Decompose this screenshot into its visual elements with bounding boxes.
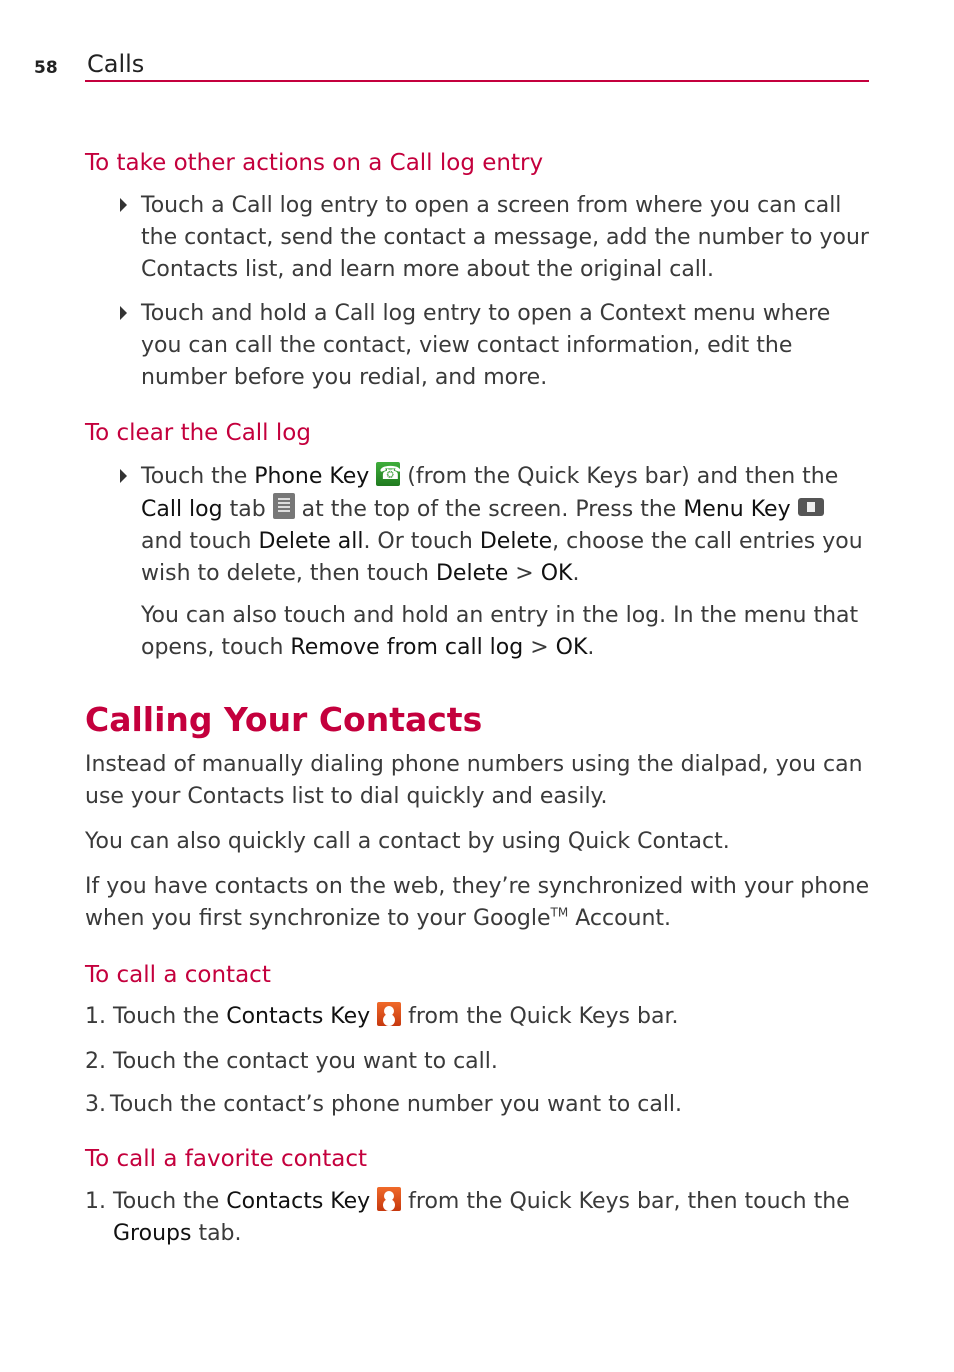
phone-icon [376, 462, 400, 486]
step-number: 1. [85, 1189, 106, 1214]
text-run: tab. [191, 1221, 242, 1246]
text-run: Account. [568, 906, 672, 931]
heading-calling-your-contacts: Calling Your Contacts [85, 700, 483, 739]
step-text [113, 1186, 870, 1250]
phone-key-label: Phone Key [254, 464, 370, 489]
trademark-mark: TM [550, 905, 569, 920]
text-run: at the top of the screen. Press the [294, 497, 684, 522]
groups-label: Groups [113, 1221, 192, 1246]
text-run: Touch the [141, 464, 255, 489]
step-item [85, 1089, 870, 1121]
page-number: 58 [34, 58, 58, 78]
call-log-icon [273, 493, 295, 519]
heading-clear-call-log: To clear the Call log [85, 420, 311, 446]
header-divider [85, 80, 869, 82]
bullet-arrow-icon [120, 306, 127, 320]
text-run: . Or touch [363, 529, 480, 554]
step-number: 2. [85, 1049, 106, 1074]
delete-all-label: Delete all [258, 529, 364, 554]
contacts-key-label: Contacts Key [226, 1004, 371, 1029]
remove-from-call-log-label: Remove from call log [290, 635, 524, 660]
text-run: from the Quick Keys bar, then touch the [401, 1189, 850, 1214]
bullet-item [120, 298, 870, 394]
bullet-text [141, 461, 870, 590]
paragraph [141, 600, 871, 664]
step-text: Touch the contact you want to call. [113, 1049, 498, 1074]
call-log-label: Call log [141, 497, 223, 522]
bullet-arrow-icon [120, 198, 127, 212]
ok-label: OK [555, 635, 588, 660]
text-run: and touch [141, 529, 259, 554]
text-run: tab [222, 497, 273, 522]
step-item [85, 1186, 870, 1250]
step-text [113, 1001, 870, 1033]
text-run: Touch the [113, 1004, 227, 1029]
bullet-text: Touch and hold a Call log entry to open a Context menu where you can call the contact, view contact information, edit the number before you redial, and more. [141, 301, 831, 390]
menu-key-icon [798, 498, 824, 516]
text-run: > [523, 635, 556, 660]
text-run: > [508, 561, 541, 586]
bullet-text: Touch a Call log entry to open a screen from where you can call the contact, send the contact a message, add the number to your Contacts list, and learn more about the original call. [141, 193, 869, 282]
step-item [85, 1046, 870, 1078]
text-run: from the Quick Keys bar. [401, 1004, 679, 1029]
contacts-icon [377, 1002, 401, 1026]
bullet-item [120, 190, 870, 286]
menu-key-label: Menu Key [683, 497, 791, 522]
contacts-key-label: Contacts Key [226, 1189, 371, 1214]
section-title: Calls [87, 50, 145, 78]
bullet-arrow-icon [120, 469, 127, 483]
heading-call-a-contact: To call a contact [85, 962, 271, 988]
text-run: (from the Quick Keys bar) and then the [400, 464, 839, 489]
heading-call-a-favorite-contact: To call a favorite contact [85, 1146, 368, 1172]
text-run: You can also touch and hold an entry in the log. In the menu that opens, touch [141, 603, 859, 660]
step-number: 1. [85, 1004, 106, 1029]
delete-label: Delete [435, 561, 509, 586]
paragraph: You can also quickly call a contact by using Quick Contact. [85, 829, 730, 854]
bullet-item [120, 461, 870, 590]
paragraph [85, 871, 870, 935]
delete-label: Delete [479, 529, 553, 554]
paragraph: Instead of manually dialing phone numbers using the dialpad, you can use your Contacts list to dial quickly and easily. [85, 752, 863, 809]
text-run: Touch the [113, 1189, 227, 1214]
ok-label: OK [540, 561, 573, 586]
text-run: If you have contacts on the web, they’re synchronized with your phone when you first synchronize to your Google [85, 874, 870, 931]
text-run: , choose the call entries you wish to delete, then touch [141, 529, 863, 586]
step-item [85, 1001, 870, 1033]
heading-call-log-actions: To take other actions on a Call log entry [85, 150, 544, 176]
step-text: Touch the contact’s phone number you want to call. [110, 1092, 683, 1117]
text-run: . [587, 635, 595, 660]
step-number: 3. [85, 1092, 106, 1117]
contacts-icon [377, 1187, 401, 1211]
text-run: . [572, 561, 580, 586]
